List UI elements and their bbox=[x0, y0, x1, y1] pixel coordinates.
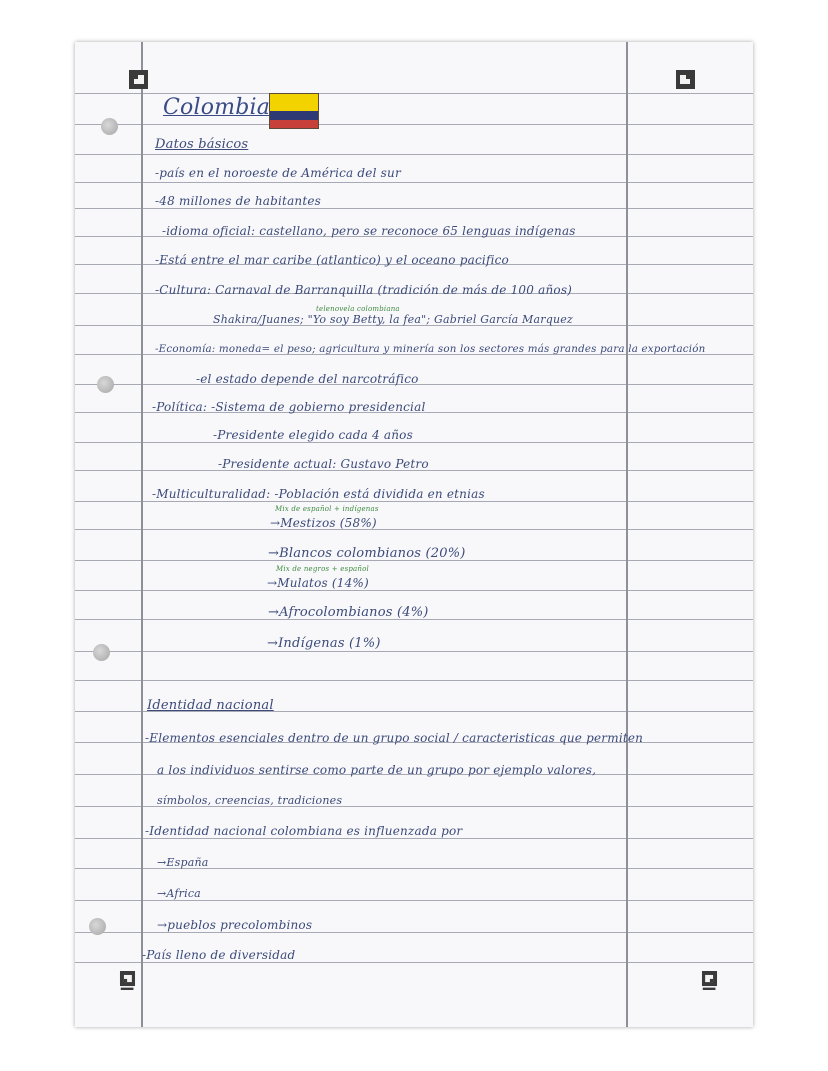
ruled-line bbox=[75, 900, 753, 901]
note-line: →pueblos precolombinos bbox=[157, 918, 313, 932]
ruled-line bbox=[75, 590, 753, 591]
green-annotation: Mix de español + indígenas bbox=[275, 505, 379, 513]
ethnic-group: →Mulatos (14%) bbox=[267, 576, 369, 590]
corner-marker-icon bbox=[676, 70, 695, 89]
green-annotation: telenovela colombiana bbox=[316, 305, 400, 313]
ruled-line bbox=[75, 651, 753, 652]
note-line-multiculturalidad: -Multiculturalidad: -Población está dividida en etnias bbox=[152, 487, 485, 501]
note-line: →España bbox=[157, 856, 209, 869]
note-line-economia: -Economía: moneda= el peso; agricultura y minería son los sectores más grandes para la exportación bbox=[155, 343, 706, 355]
note-line-politica: -Política: -Sistema de gobierno presidencial bbox=[152, 400, 426, 414]
note-line: -País lleno de diversidad bbox=[142, 948, 296, 962]
punch-hole bbox=[89, 918, 106, 935]
ruled-line bbox=[75, 501, 753, 502]
ruled-line bbox=[75, 124, 753, 125]
note-line: -Identidad nacional colombiana es influenzada por bbox=[145, 824, 463, 838]
note-line: →Africa bbox=[157, 887, 201, 900]
note-line: -48 millones de habitantes bbox=[155, 194, 322, 208]
note-line: -Presidente elegido cada 4 años bbox=[213, 428, 413, 442]
ruled-line bbox=[75, 838, 753, 839]
corner-marker-icon bbox=[118, 971, 137, 990]
note-line-cultura: -Cultura: Carnaval de Barranquilla (tradición de más de 100 años) bbox=[155, 283, 573, 297]
colombia-flag-icon bbox=[269, 93, 319, 129]
note-line: -idioma oficial: castellano, pero se reconoce 65 lenguas indígenas bbox=[162, 224, 576, 238]
section-heading-datos: Datos básicos bbox=[155, 137, 249, 152]
note-line: -Presidente actual: Gustavo Petro bbox=[218, 457, 429, 471]
note-line: -país en el noroeste de América del sur bbox=[155, 166, 401, 180]
ruled-line bbox=[75, 932, 753, 933]
punch-hole bbox=[93, 644, 110, 661]
corner-marker-icon bbox=[700, 971, 719, 990]
note-line: a los individuos sentirse como parte de un grupo por ejemplo valores, bbox=[157, 763, 597, 777]
notebook-page bbox=[75, 42, 753, 1027]
ruled-line bbox=[75, 962, 753, 963]
ruled-line bbox=[75, 529, 753, 530]
right-margin-line bbox=[626, 42, 628, 1027]
ruled-line bbox=[75, 154, 753, 155]
note-line: -el estado depende del narcotráfico bbox=[196, 372, 419, 386]
note-line: Shakira/Juanes; "Yo soy Betty, la fea"; Gabriel García Marquez bbox=[213, 313, 573, 326]
green-annotation: Mix de negros + español bbox=[276, 565, 369, 573]
ruled-line bbox=[75, 680, 753, 681]
punch-hole bbox=[97, 376, 114, 393]
ethnic-group: →Afrocolombianos (4%) bbox=[268, 605, 429, 620]
note-line: -Está entre el mar caribe (atlantico) y el oceano pacifico bbox=[155, 253, 509, 267]
ruled-line bbox=[75, 208, 753, 209]
ruled-line bbox=[75, 93, 753, 94]
ethnic-group: →Indígenas (1%) bbox=[267, 636, 381, 651]
ruled-line bbox=[75, 182, 753, 183]
note-line: símbolos, creencias, tradiciones bbox=[157, 794, 343, 807]
page-title: Colombia bbox=[163, 95, 271, 120]
section-heading-identidad: Identidad nacional bbox=[147, 698, 274, 713]
ethnic-group: →Mestizos (58%) bbox=[270, 516, 377, 530]
corner-marker-icon bbox=[129, 70, 148, 89]
left-margin-line bbox=[141, 42, 143, 1027]
ruled-line bbox=[75, 442, 753, 443]
ethnic-group: →Blancos colombianos (20%) bbox=[268, 546, 466, 561]
punch-hole bbox=[101, 118, 118, 135]
note-line: -Elementos esenciales dentro de un grupo social / caracteristicas que permiten bbox=[145, 731, 644, 745]
